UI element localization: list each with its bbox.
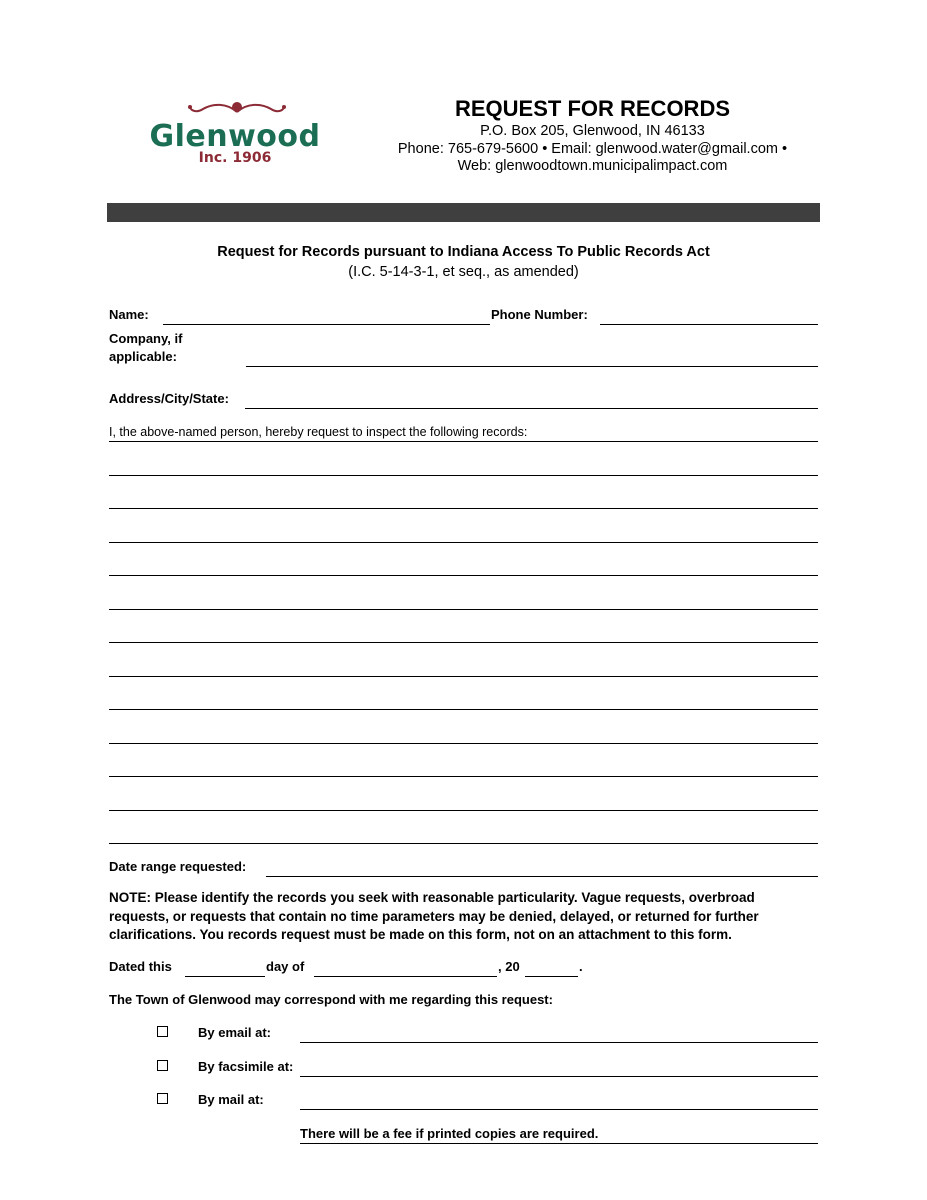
header-address: P.O. Box 205, Glenwood, IN 46133 (480, 123, 705, 139)
logo-tagline: Inc. 1906 (198, 150, 272, 166)
logo-wordmark: Glenwood (149, 119, 321, 154)
phone-label: Phone Number: (491, 307, 588, 322)
address-field[interactable] (245, 408, 818, 409)
year-field[interactable] (525, 976, 578, 977)
glenwood-logo (135, 96, 335, 171)
records-line[interactable] (109, 709, 818, 710)
header-contact: Phone: 765-679-5600 • Email: glenwood.water@gmail.com • (397, 141, 788, 157)
dated-period: . (579, 959, 583, 974)
form-subtitle: Request for Records pursuant to Indiana Access To Public Records Act (217, 244, 710, 260)
records-line[interactable] (109, 508, 818, 509)
email-label: By email at: (198, 1025, 271, 1040)
records-line[interactable] (109, 542, 818, 543)
company-field[interactable] (246, 366, 818, 367)
date-range-label: Date range requested: (109, 859, 247, 874)
records-line[interactable] (109, 575, 818, 576)
note-paragraph: NOTE: Please identify the records you seek with reasonable particularity. Vague requests, overbroad requests, or requests that contain no time parameters may be denied, delayed, or returned for further clarifications. You records request must be made on this form, not on an attachment to this form. (109, 890, 759, 942)
records-line[interactable] (109, 475, 818, 476)
header-web: Web: glenwoodtown.municipalimpact.com (457, 158, 728, 174)
fee-note-underline (300, 1143, 818, 1144)
address-label: Address/City/State: (109, 391, 229, 406)
records-line[interactable] (109, 441, 818, 442)
month-field[interactable] (314, 976, 497, 977)
ornament-icon (187, 99, 287, 121)
records-line[interactable] (109, 609, 818, 610)
day-field[interactable] (185, 976, 265, 977)
records-line[interactable] (109, 743, 818, 744)
facsimile-checkbox[interactable] (157, 1060, 168, 1071)
records-line[interactable] (109, 776, 818, 777)
date-range-field[interactable] (266, 876, 818, 877)
records-line[interactable] (109, 642, 818, 643)
mail-checkbox[interactable] (157, 1093, 168, 1104)
records-line[interactable] (109, 676, 818, 677)
facsimile-label: By facsimile at: (198, 1059, 294, 1074)
company-label-line1: Company, if (109, 331, 183, 346)
records-line[interactable] (109, 843, 818, 844)
request-statement: I, the above-named person, hereby request to inspect the following records: (109, 425, 528, 439)
facsimile-field[interactable] (300, 1076, 818, 1077)
dated-this-label: Dated this (109, 959, 172, 974)
form-statute: (I.C. 5-14-3-1, et seq., as amended) (348, 264, 579, 280)
email-field[interactable] (300, 1042, 818, 1043)
page-title: REQUEST FOR RECORDS (454, 96, 731, 121)
mail-field[interactable] (300, 1109, 818, 1110)
fee-note: There will be a fee if printed copies are required. (300, 1126, 599, 1141)
name-field[interactable] (163, 324, 490, 325)
records-line[interactable] (109, 810, 818, 811)
correspond-intro: The Town of Glenwood may correspond with me regarding this request: (109, 992, 553, 1007)
company-label-line2: applicable: (109, 349, 177, 364)
header-divider-bar (107, 203, 820, 222)
email-checkbox[interactable] (157, 1026, 168, 1037)
phone-field[interactable] (600, 324, 818, 325)
mail-label: By mail at: (198, 1092, 264, 1107)
year-prefix-label: , 20 (498, 959, 520, 974)
name-label: Name: (109, 307, 149, 322)
day-of-label: day of (266, 959, 305, 974)
